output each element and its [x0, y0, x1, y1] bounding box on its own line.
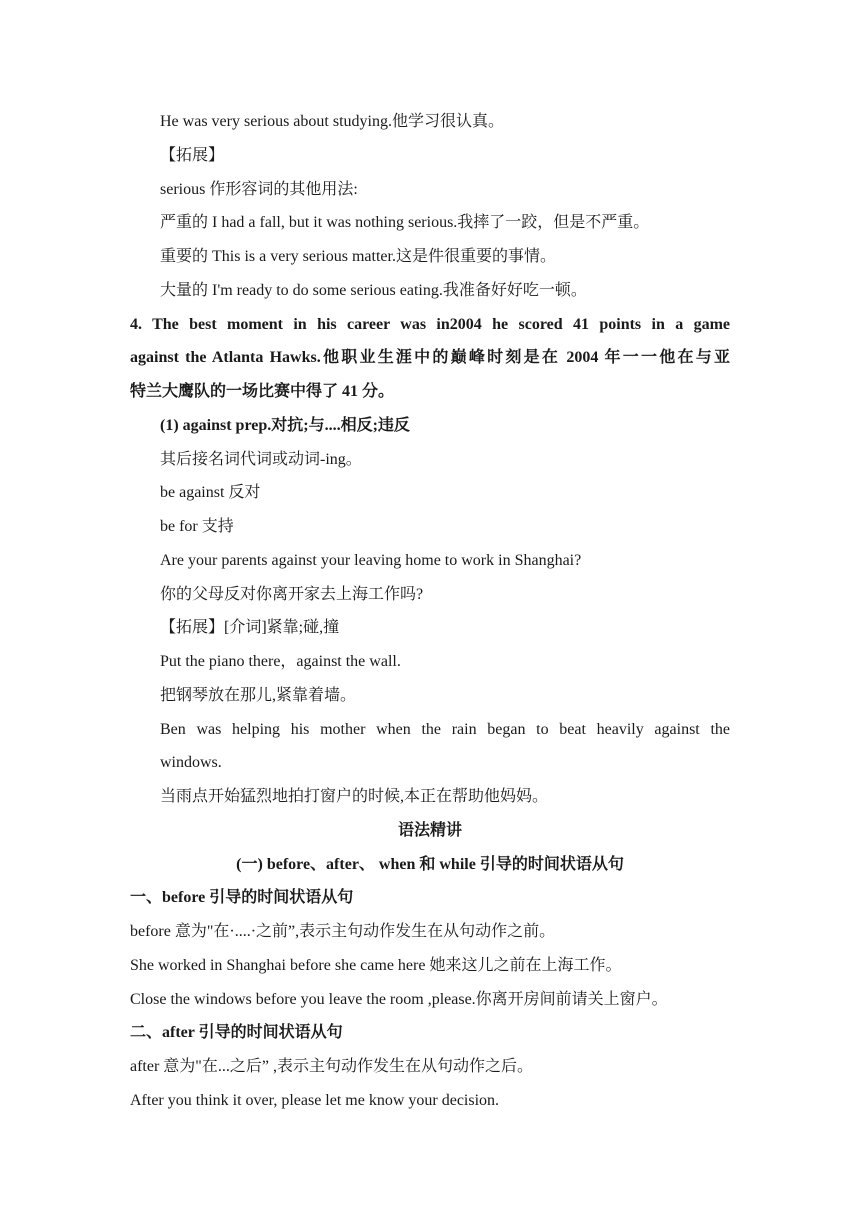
before-meaning: before 意为"在·....·之前”,表示主句动作发生在从句动作之前。 — [130, 923, 556, 940]
grammar-subtitle: (一) before、after、 when 和 while 引导的时间状语从句 — [236, 856, 624, 873]
grammar-section-title: 语法精讲 — [397, 822, 462, 839]
after-meaning: after 意为"在...之后” ,表示主句动作发生在从句动作之后。 — [130, 1058, 533, 1075]
example-piano-chinese: 把钢琴放在那儿,紧靠着墙。 — [160, 687, 357, 704]
sentence-4-line-1: 4. The best moment in his career was in2004 he scored 41 points in a game — [130, 316, 730, 333]
serious-meaning-severe: 严重的 I had a fall, but it was nothing serious.我摔了一跤，但是不严重。 — [160, 214, 650, 231]
extension-preposition: 【拓展】[介词]紧靠;碰,撞 — [160, 619, 340, 636]
sentence-4-line-2: against the Atlanta Hawks.他职业生涯中的巅峰时刻是在 2004 年一一他在与亚 — [130, 349, 730, 366]
serious-meaning-important: 重要的 This is a very serious matter.这是件很重要的事情。 — [160, 248, 556, 265]
after-example-1: After you think it over, please let me know your decision. — [130, 1092, 500, 1109]
serious-meaning-large-amount: 大量的 I'm ready to do some serious eating.我准备好好吃一顿。 — [160, 282, 587, 299]
example-parents-chinese: 你的父母反对你离开家去上海工作吗? — [160, 586, 424, 603]
be-for: be for 支持 — [160, 518, 234, 535]
be-against: be against 反对 — [160, 484, 261, 501]
sentence-4-line-3: 特兰大鹰队的一场比赛中得了 41 分。 — [130, 383, 395, 400]
example-serious-studying: He was very serious about studying.他学习很认真。 — [160, 113, 504, 130]
example-ben-chinese: 当雨点开始猛烈地拍打窗户的时候,本正在帮助他妈妈。 — [160, 788, 549, 805]
extension-label: 【拓展】 — [160, 147, 225, 164]
against-note: 其后接名词代词或动词-ing。 — [160, 451, 362, 468]
against-heading: (1) against prep.对抗;与....相反;违反 — [160, 417, 410, 434]
example-parents-english: Are your parents against your leaving home to work in Shanghai? — [160, 552, 582, 569]
before-clause-heading: 一、before 引导的时间状语从句 — [130, 889, 354, 906]
after-clause-heading: 二、after 引导的时间状语从句 — [130, 1024, 343, 1041]
before-example-2: Close the windows before you leave the room ,please.你离开房间前请关上窗户。 — [130, 991, 668, 1008]
example-piano-english: Put the piano there，against the wall. — [160, 653, 401, 670]
serious-adj-usage: serious 作形容词的其他用法: — [160, 181, 358, 198]
example-ben-line-2: windows. — [160, 754, 222, 771]
before-example-1: She worked in Shanghai before she came here 她来这儿之前在上海工作。 — [130, 957, 622, 974]
example-ben-line-1: Ben was helping his mother when the rain began to beat heavily against the — [160, 721, 730, 738]
